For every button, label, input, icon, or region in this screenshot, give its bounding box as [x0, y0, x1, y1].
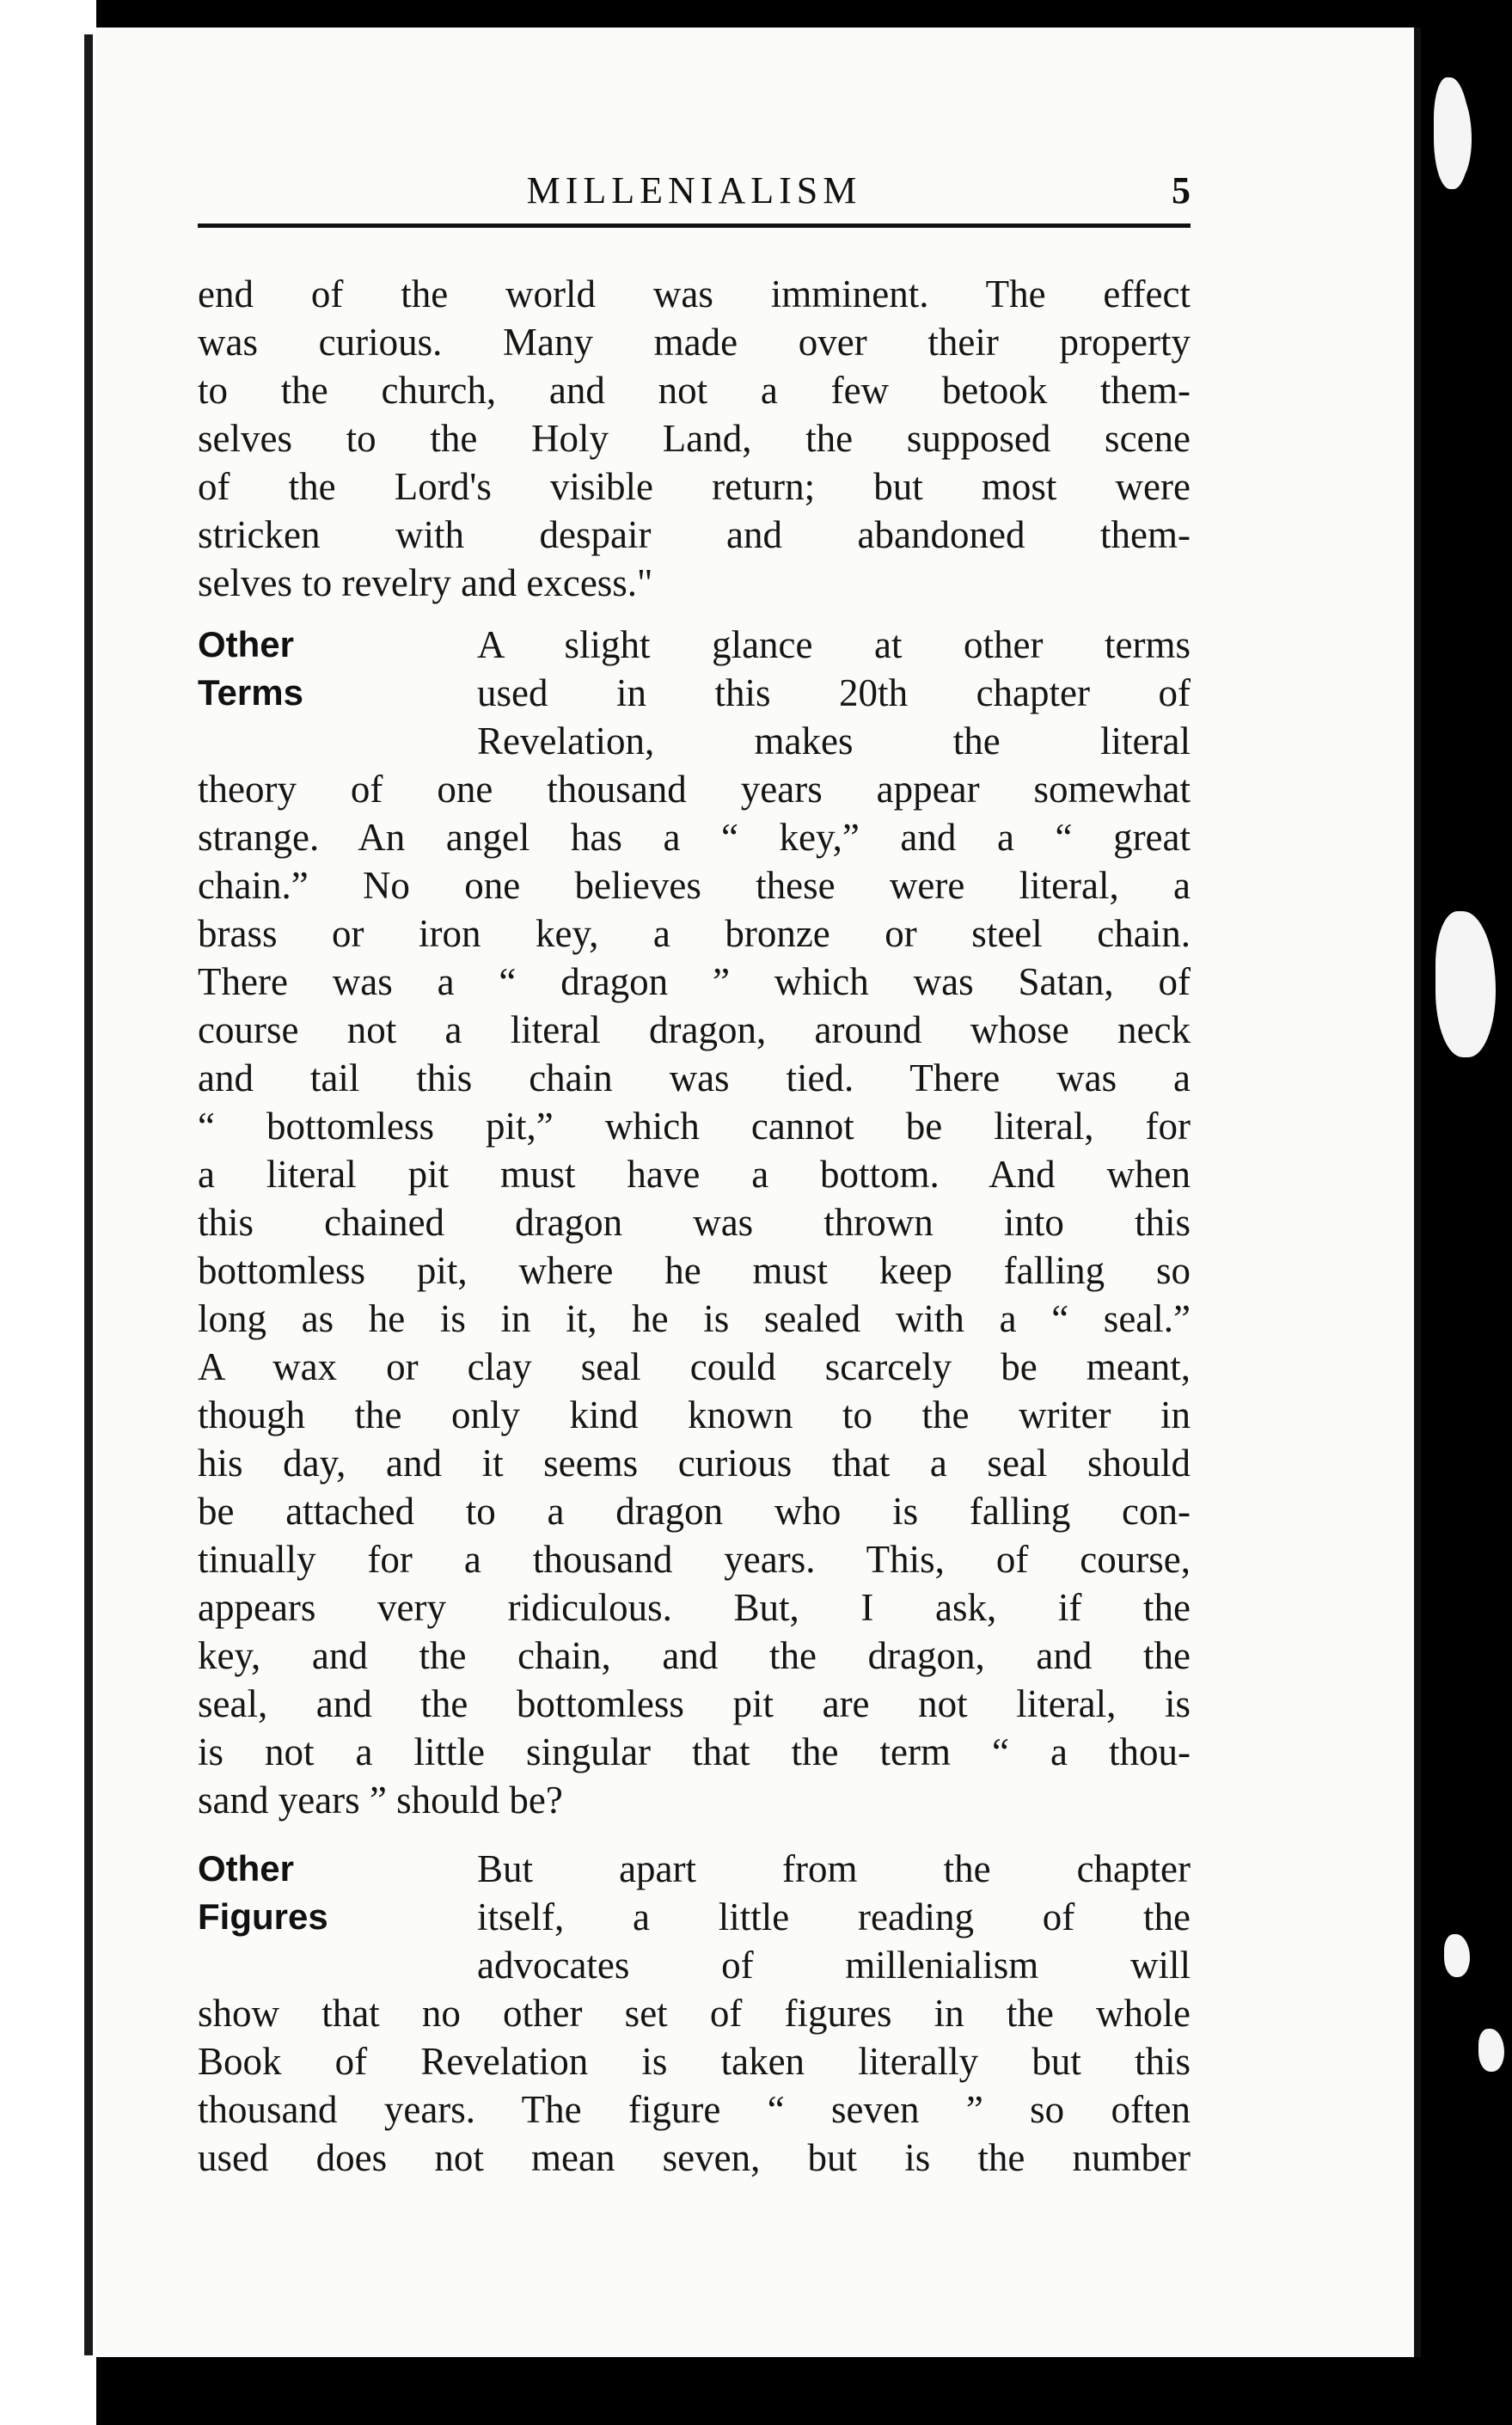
- text-line: is not a little singular that the term “ a thou-: [198, 1730, 1191, 1773]
- paragraph-other-terms: [198, 765, 1191, 1824]
- text-line: key, and the chain, and the dragon, and the: [198, 1634, 1191, 1677]
- indented-text: [477, 621, 1191, 765]
- indented-text: [477, 1845, 1191, 1989]
- text-line: of the Lord's visible return; but most were: [198, 465, 1191, 508]
- text-line: used in this 20th chapter of: [477, 671, 1191, 714]
- film-margin-left: [0, 0, 96, 2425]
- text-line: theory of one thousand years appear somewhat: [198, 768, 1191, 811]
- paragraph-continuation: [198, 270, 1191, 607]
- text-line: There was a “ dragon ” which was Satan, of: [198, 960, 1191, 1003]
- text-line: bottomless pit, where he must keep falling so: [198, 1249, 1191, 1292]
- text-line: stricken with despair and abandoned them-: [198, 513, 1191, 556]
- sidenote-line: Terms: [198, 672, 303, 713]
- text-line: A slight glance at other terms: [477, 623, 1191, 666]
- text-line: But apart from the chapter: [477, 1847, 1191, 1890]
- sidenote-line: Figures: [198, 1896, 328, 1937]
- film-speck: [1478, 2029, 1504, 2072]
- text-line: Book of Revelation is taken literally but this: [198, 2040, 1191, 2083]
- sidenote-line: Other: [198, 1848, 295, 1889]
- text-line: end of the world was imminent. The effect: [198, 273, 1191, 315]
- text-line: advocates of millenialism will: [477, 1944, 1191, 1987]
- text-line: selves to the Holy Land, the supposed scene: [198, 417, 1191, 460]
- text-line: a literal pit must have a bottom. And when: [198, 1153, 1191, 1196]
- text-line: though the only kind known to the writer in: [198, 1393, 1191, 1436]
- text-line: chain.” No one believes these were literal, a: [198, 864, 1191, 907]
- text-line: show that no other set of figures in the whole: [198, 1992, 1191, 2035]
- film-speck: [1434, 77, 1470, 189]
- sidenote-other-figures: [198, 1845, 456, 1941]
- sidenote-other-terms: [198, 621, 456, 717]
- text-line: this chained dragon was thrown into this: [198, 1201, 1191, 1244]
- text-line: course not a literal dragon, around whose neck: [198, 1008, 1191, 1051]
- text-line: used does not mean seven, but is the number: [198, 2136, 1191, 2179]
- text-line: seal, and the bottomless pit are not literal, is: [198, 1682, 1191, 1725]
- text-line: be attached to a dragon who is falling con-: [198, 1490, 1191, 1533]
- page-number: 5: [1172, 169, 1191, 211]
- text-line: appears very ridiculous. But, I ask, if the: [198, 1586, 1191, 1629]
- paragraph-other-figures: [198, 1989, 1191, 2182]
- text-line: and tail this chain was tied. There was a: [198, 1056, 1191, 1099]
- text-line: to the church, and not a few betook them-: [198, 369, 1191, 412]
- film-speck: [1435, 911, 1496, 1057]
- running-head: MILLENIALISM: [526, 169, 862, 211]
- text-line: long as he is in it, he is sealed with a “ seal.”: [198, 1297, 1191, 1340]
- text-line: thousand years. The figure “ seven ” so often: [198, 2088, 1191, 2131]
- text-line: “ bottomless pit,” which cannot be literal, for: [198, 1105, 1191, 1148]
- sidenote-line: Other: [198, 624, 295, 664]
- text-line: selves to revelry and excess.": [198, 561, 653, 604]
- page-header: [198, 138, 1191, 228]
- text-line: A wax or clay seal could scarcely be meant,: [198, 1345, 1191, 1388]
- text-line: brass or iron key, a bronze or steel chain.: [198, 912, 1191, 955]
- film-speck: [1444, 1934, 1470, 1977]
- text-line: itself, a little reading of the: [477, 1895, 1191, 1938]
- text-line: strange. An angel has a “ key,” and a “ great: [198, 816, 1191, 859]
- text-line: tinually for a thousand years. This, of course,: [198, 1538, 1191, 1581]
- text-line: Revelation, makes the literal: [477, 720, 1191, 762]
- text-line: his day, and it seems curious that a seal should: [198, 1442, 1191, 1485]
- text-line: was curious. Many made over their property: [198, 321, 1191, 364]
- text-line: sand years ” should be?: [198, 1779, 563, 1822]
- film-edge-line: [84, 34, 93, 2355]
